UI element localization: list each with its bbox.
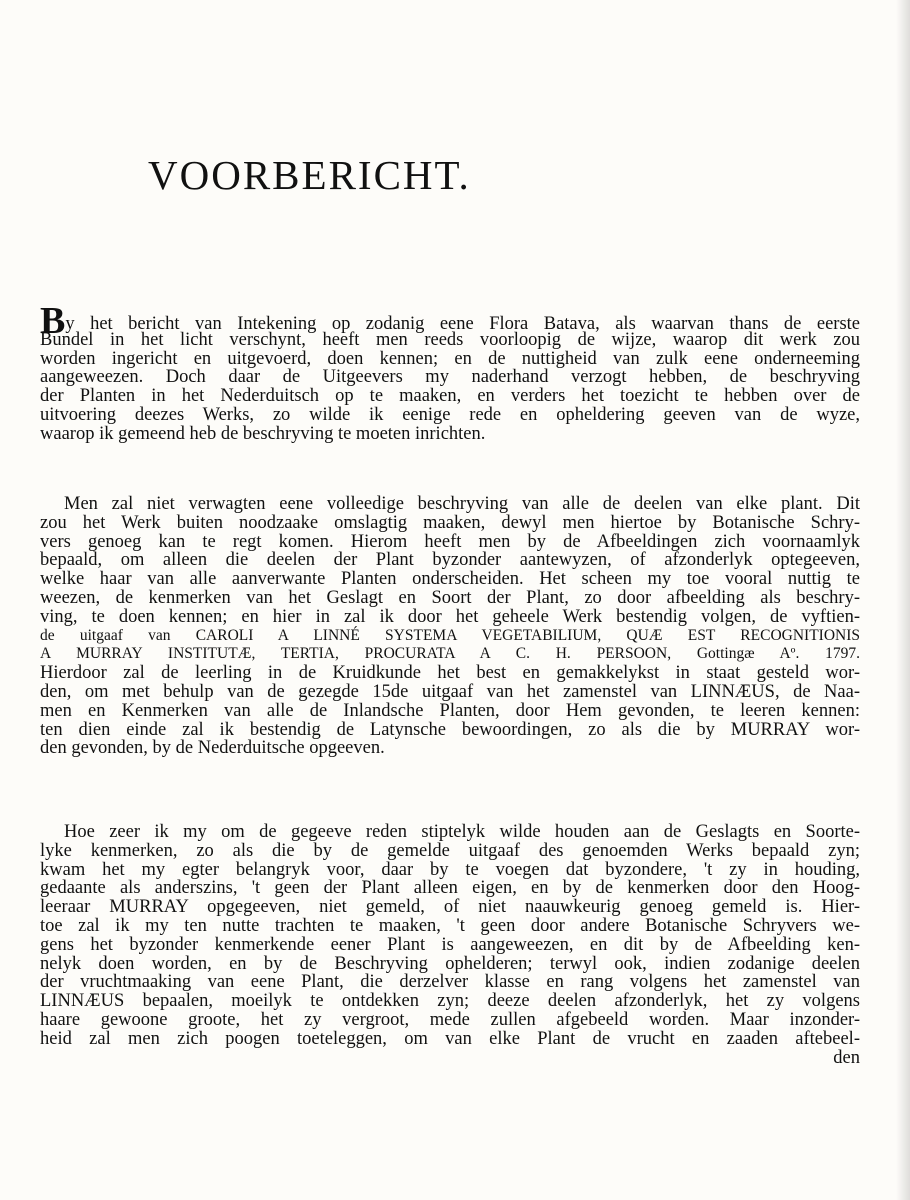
- text-line: welke haar van alle aanverwante Planten onderscheiden. Het scheen my toe vooral nuttig te: [40, 569, 860, 590]
- text-line: den gevonden, by de Nederduitsche opgeeven.: [40, 738, 385, 759]
- text-line: worden ingericht en uitgevoerd, doen kennen; en de nuttigheid van zulk eene onderneeming: [40, 348, 860, 369]
- text-line: kwam het my egter belangryk voor, daar by te voegen dat byzondere, 't zy in houding,: [40, 859, 860, 880]
- text-line: nelyk doen worden, en by de Beschryving ophelderen; terwyl ook, indien zodanige deelen: [40, 953, 860, 974]
- text-line: zou het Werk buiten noodzaake omslagtig maaken, dewyl men hiertoe by Botanische Schry-: [40, 512, 860, 533]
- text-line: de uitgaaf van CAROLI A LINNÉ SYSTEMA VEGETABILIUM, QUÆ EST RECOGNITIONIS: [40, 626, 860, 644]
- text-line: lyke kenmerken, zo als die by de gemelde uitgaaf des genoemden Werks bepaald zyn;: [40, 840, 860, 861]
- text-line: der vruchtmaaking van eene Plant, die derzelver klasse en rang volgens het zamenstel van: [40, 972, 860, 993]
- text-line: A MURRAY INSTITUTÆ, TERTIA, PROCURATA A C. H. PERSOON, Gottingæ Aº. 1797.: [40, 645, 860, 663]
- text-line: By het bericht van Intekening op zodanig eene Flora Batava, als waarvan thans de eerste: [40, 300, 860, 342]
- paragraph-2: [40, 495, 860, 758]
- text-line: ving, te doen kennen; en hier in zal ik door het geheele Werk bestendig volgen, de vyftien-: [40, 606, 860, 627]
- text-line: toe zal ik my ten nutte trachten te maaken, 't geen door andere Botanische Schryvers we-: [40, 915, 860, 936]
- text-line: leeraar MURRAY opgegeeven, niet gemeld, of niet naauwkeurig genoeg gemeld is. Hier-: [40, 897, 860, 918]
- text-line: bepaald, om alleen die deelen der Plant byzonder aantewyzen, of afzonderlyk optegeeven,: [40, 550, 860, 571]
- text-line: gens het byzonder kenmerkende eener Plant is aangeweezen, en dit by de Afbeelding ken-: [40, 934, 860, 955]
- text-line: Bundel in het licht verschynt, heeft men reeds voorloopig de wijze, waarop dit werk zou: [40, 329, 860, 350]
- text-line: den, om met behulp van de gezegde 15de uitgaaf van het zamenstel van LINNÆUS, de Naa-: [40, 681, 860, 702]
- page-title: VOORBERICHT.: [148, 152, 471, 198]
- catchword: den: [833, 1047, 860, 1068]
- text-line: ten dien einde zal ik bestendig de Latynsche bewoordingen, zo als die by MURRAY wor-: [40, 719, 860, 740]
- page-edge-shadow: [896, 0, 910, 1200]
- text-line: LINNÆUS bepaalen, moeilyk te ontdekken zyn; deeze deelen afzonderlyk, het zy volgens: [40, 991, 860, 1012]
- text-line: aangeweezen. Doch daar de Uitgeevers my naderhand verzogt hebben, de beschryving: [40, 367, 860, 388]
- text-line: gedaante als anderszins, 't geen der Plant alleen eigen, en by de kenmerken door den Hoog-: [40, 878, 860, 899]
- paragraph-1: [40, 300, 860, 444]
- text-line: uitvoering deezes Werks, zo wilde ik eenige rede en opheldering geeven van de wyze,: [40, 404, 860, 425]
- paragraph-3: [40, 823, 860, 1067]
- text-line: der Planten in het Nederduitsch op te maaken, en verders het toezicht te hebben over de: [40, 386, 860, 407]
- text-line: waarop ik gemeend heb de beschryving te moeten inrichten.: [40, 423, 486, 444]
- drop-cap: B: [40, 300, 66, 342]
- text-line: Hoe zeer ik my om de gegeeve reden stiptelyk wilde houden aan de Geslagts en Soorte-: [64, 822, 860, 842]
- text-line: haare gewoone groote, het zy vergroot, mede zullen afgebeeld worden. Maar inzonder-: [40, 1009, 860, 1030]
- text-line: vers genoeg kan te regt komen. Hierom heeft men by de Afbeeldingen zich voornaamlyk: [40, 531, 860, 552]
- text-line: Men zal niet verwagten eene volleedige beschryving van alle de deelen van elke plant. Dit: [64, 494, 860, 514]
- text-line: weezen, de kenmerken van het Geslagt en Soort der Plant, zo door afbeelding als beschry-: [40, 587, 860, 608]
- text-line: Hierdoor zal de leerling in de Kruidkunde het best en gemakkelykst in staat gesteld wor-: [40, 663, 860, 684]
- text-line: men en Kenmerken van alle de Inlandsche Planten, door Hem gevonden, te leeren kennen:: [40, 700, 860, 721]
- text-line: heid zal men zich poogen toeteleggen, om van elke Plant de vrucht en zaaden aftebeel-: [40, 1028, 860, 1049]
